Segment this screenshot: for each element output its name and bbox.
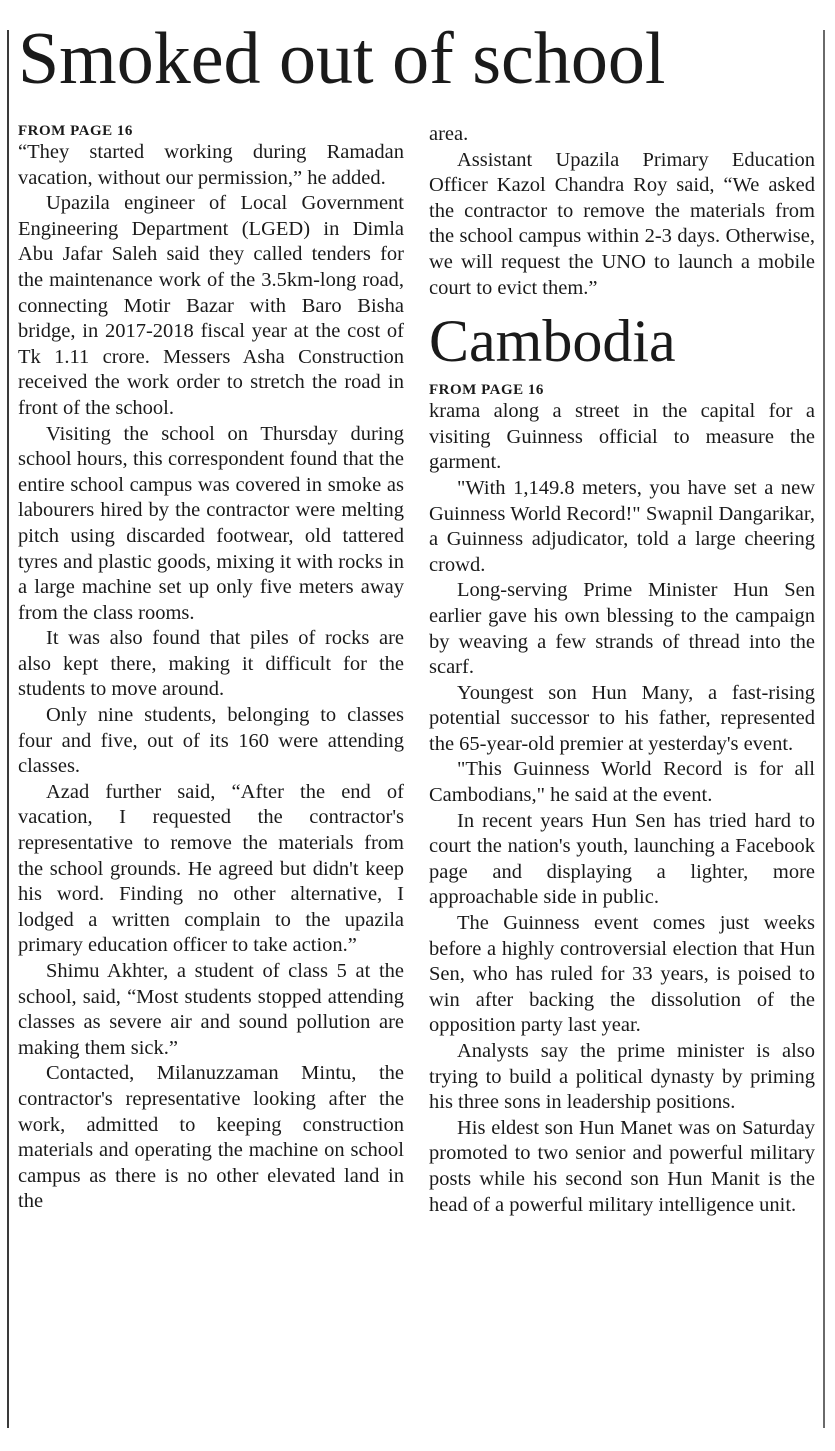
article-paragraph: Azad further said, “After the end of vacation, I requested the contractor's representative to remove the materials from the school grounds. He agreed but didn't keep his word. Finding no other alternative, I lodged a written complain to the upazila primary education officer to take action.” — [18, 780, 404, 957]
article-paragraph: Long-serving Prime Minister Hun Sen earlier gave his own blessing to the campaign by weaving a few strands of thread into the scarf. — [429, 579, 815, 679]
article-paragraph: Shimu Akhter, a student of class 5 at the school, said, “Most students stopped attending classes as severe air and sound pollution are making them sick.” — [18, 960, 404, 1059]
kicker-from-page: FROM PAGE 16 — [429, 382, 544, 399]
right-column-rule — [823, 30, 825, 1428]
left-column — [18, 122, 404, 1215]
article-headline-smoked-out: Smoked out of school — [18, 18, 666, 100]
article-paragraph: Only nine students, belonging to classes four and five, out of its 160 were attending classes. — [18, 704, 404, 778]
kicker-from-page: FROM PAGE 16 — [18, 123, 133, 139]
article-paragraph: It was also found that piles of rocks are also kept there, making it difficult for the students to move around. — [18, 627, 404, 701]
right-column — [429, 122, 815, 1218]
article-paragraph: krama along a street in the capital for a visiting Guinness official to measure the garment. — [429, 400, 815, 474]
article-paragraph: “They started working during Ramadan vacation, without our permission,” he added. — [18, 141, 404, 189]
article-paragraph: The Guinness event comes just weeks before a highly controversial election that Hun Sen, who has ruled for 33 years, is poised to win after backing the dissolution of the opposition party last year. — [429, 912, 815, 1037]
article-paragraph: His eldest son Hun Manet was on Saturday promoted to two senior and powerful military posts while his second son Hun Manit is the head of a powerful military intelligence unit. — [429, 1116, 815, 1216]
left-column-rule — [7, 30, 9, 1428]
article-paragraph: Visiting the school on Thursday during school hours, this correspondent found that the entire school campus was covered in smoke as labourers hired by the contractor were melting pitch using discarded footwear, old tattered tyres and plastic goods, mixing it with rocks in a large machine set up only five meters away from the class rooms. — [18, 422, 404, 624]
article-paragraph: In recent years Hun Sen has tried hard to court the nation's youth, launching a Facebook page and displaying a lighter, more approachable side in public. — [429, 809, 815, 909]
article-paragraph: Assistant Upazila Primary Education Officer Kazol Chandra Roy said, “We asked the contractor to remove the materials from the school campus within 2-3 days. Otherwise, we will request the UNO to launch a mobile court to evict them.” — [429, 148, 815, 299]
article-paragraph: "With 1,149.8 meters, you have set a new Guinness World Record!" Swapnil Dangarikar, a Guinness adjudicator, told a large cheering crowd. — [429, 476, 815, 576]
article-paragraph: "This Guinness World Record is for all Cambodians," he said at the event. — [429, 758, 815, 807]
article-paragraph: area. — [429, 123, 469, 145]
article-paragraph: Upazila engineer of Local Government Engineering Department (LGED) in Dimla Abu Jafar Saleh said they called tenders for the maintenance work of the 3.5km-long road, connecting Motir Bazar with Baro Bisha bridge, in 2017-2018 fiscal year at the cost of Tk 1.11 crore. Messers Asha Construction received the work order to stretch the road in front of the school. — [18, 192, 404, 419]
article-paragraph: Contacted, Milanuzzaman Mintu, the contractor's representative looking after the work, admitted to keeping construction materials and operating the machine on school campus as there is no other elevated land in the — [18, 1062, 404, 1213]
article-paragraph: Analysts say the prime minister is also trying to build a political dynasty by priming his three sons in leadership positions. — [429, 1040, 815, 1114]
article-paragraph: Youngest son Hun Many, a fast-rising potential successor to his father, represented the 65-year-old premier at yesterday's event. — [429, 681, 815, 755]
article-headline-cambodia: Cambodia — [429, 308, 676, 375]
